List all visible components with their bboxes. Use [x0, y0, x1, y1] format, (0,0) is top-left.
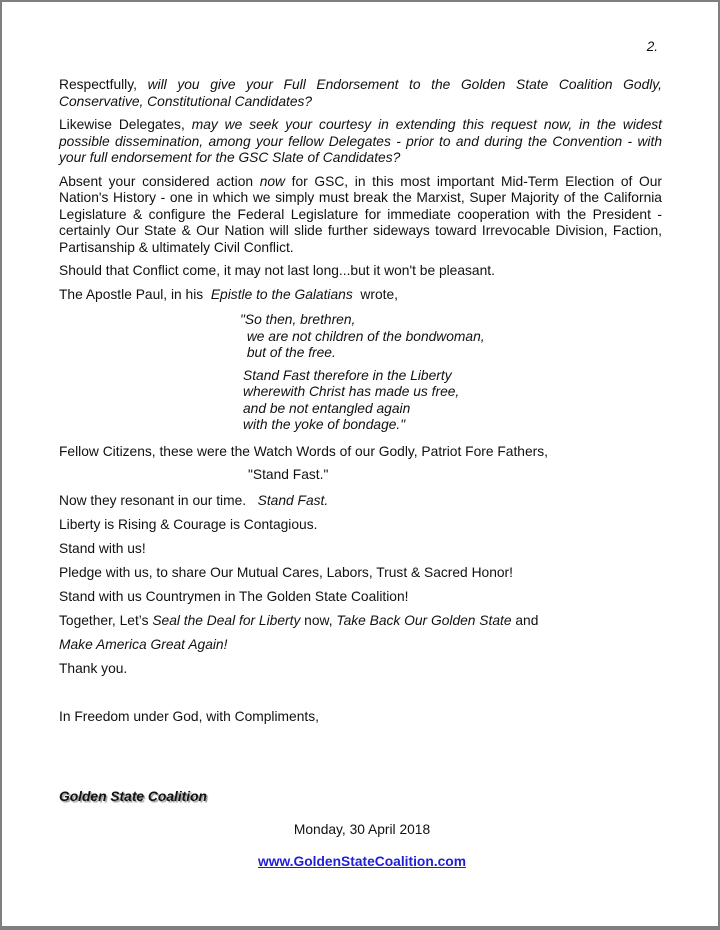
quote-stanza-2: Stand Fast therefore in the Liberty wherewith Christ has made us free, and be not entangled again with the yoke of bondage.": [243, 367, 460, 432]
stand-fast-quote: "Stand Fast.": [248, 467, 329, 482]
pledge-line: Pledge with us, to share Our Mutual Cares, Labors, Trust & Sacred Honor!: [59, 564, 513, 580]
text: for GSC, in this most important Mid-Term Election of Our Nation's History - one in which we simply must break the Marxist, Super Majority of the California Legislature & configure the Federal Legislature for immediate cooperation with the President - certainly Our State & Our Nation will slide further sideways toward Irrevocable Division, Faction, Partisanship & ultimately Civil Conflict.: [59, 173, 662, 255]
italic-text: now: [259, 173, 286, 189]
watch-words-line: Fellow Citizens, these were the Watch Words of our Godly, Patriot Fore Fathers,: [59, 443, 548, 459]
italic-text: Make America Great Again!: [59, 636, 228, 652]
paragraph-delegates: [59, 117, 662, 167]
text: The Apostle Paul, in his: [59, 286, 211, 302]
text: Now they resonant in our time.: [59, 492, 258, 508]
liberty-rising-line: Liberty is Rising & Courage is Contagious.: [59, 516, 318, 532]
text: and: [511, 612, 539, 628]
text: Likewise Delegates,: [59, 117, 192, 132]
signature: Golden State Coalition: [59, 789, 207, 804]
paragraph-endorsement: [59, 77, 662, 110]
together-line: [59, 613, 662, 630]
italic-text: Stand Fast.: [257, 492, 329, 508]
italic-text: Epistle to the Galatians: [210, 286, 353, 302]
quote-stanza-1: "So then, brethren, we are not children of the bondwoman, but of the free.: [240, 312, 485, 360]
paragraph-conflict: Should that Conflict come, it may not last long...but it won't be pleasant.: [59, 263, 495, 278]
paragraph-absent-action: [59, 174, 662, 257]
letter-date: Monday, 30 April 2018: [293, 822, 431, 837]
text: wrote,: [352, 286, 398, 302]
resonant-line: [59, 493, 662, 510]
paragraph-apostle-paul: [59, 287, 662, 304]
text: Respectfully,: [59, 77, 148, 92]
letter-body: [59, 77, 662, 661]
italic-text: Seal the Deal for Liberty: [152, 612, 301, 628]
italic-text: will you give your Full Endorsement to the Golden State Coalition Godly, Conservative, Constitutional Candidates?: [59, 77, 663, 109]
italic-text: Take Back Our Golden State: [336, 612, 512, 628]
maga-line: [59, 637, 662, 654]
thank-you: Thank you.: [59, 661, 128, 676]
website-link[interactable]: www.GoldenStateCoalition.com: [258, 854, 466, 869]
stand-with-us-line: Stand with us!: [59, 540, 146, 556]
scripture-quote: [240, 312, 662, 434]
italic-text: may we seek your courtesy in extending this request now, in the widest possible dissemination, among your fellow Delegates - prior to and during the Convention - with your full endorsement for the GSC Slate of Candidates?: [59, 117, 662, 165]
text: Together, Let’s: [59, 612, 153, 628]
text: Absent your considered action: [59, 173, 260, 189]
countrymen-line: Stand with us Countrymen in The Golden State Coalition!: [59, 588, 409, 604]
valediction: In Freedom under God, with Compliments,: [59, 709, 319, 724]
page-number: 2.: [646, 39, 658, 54]
website-line: [2, 854, 720, 869]
text: now,: [300, 612, 337, 628]
